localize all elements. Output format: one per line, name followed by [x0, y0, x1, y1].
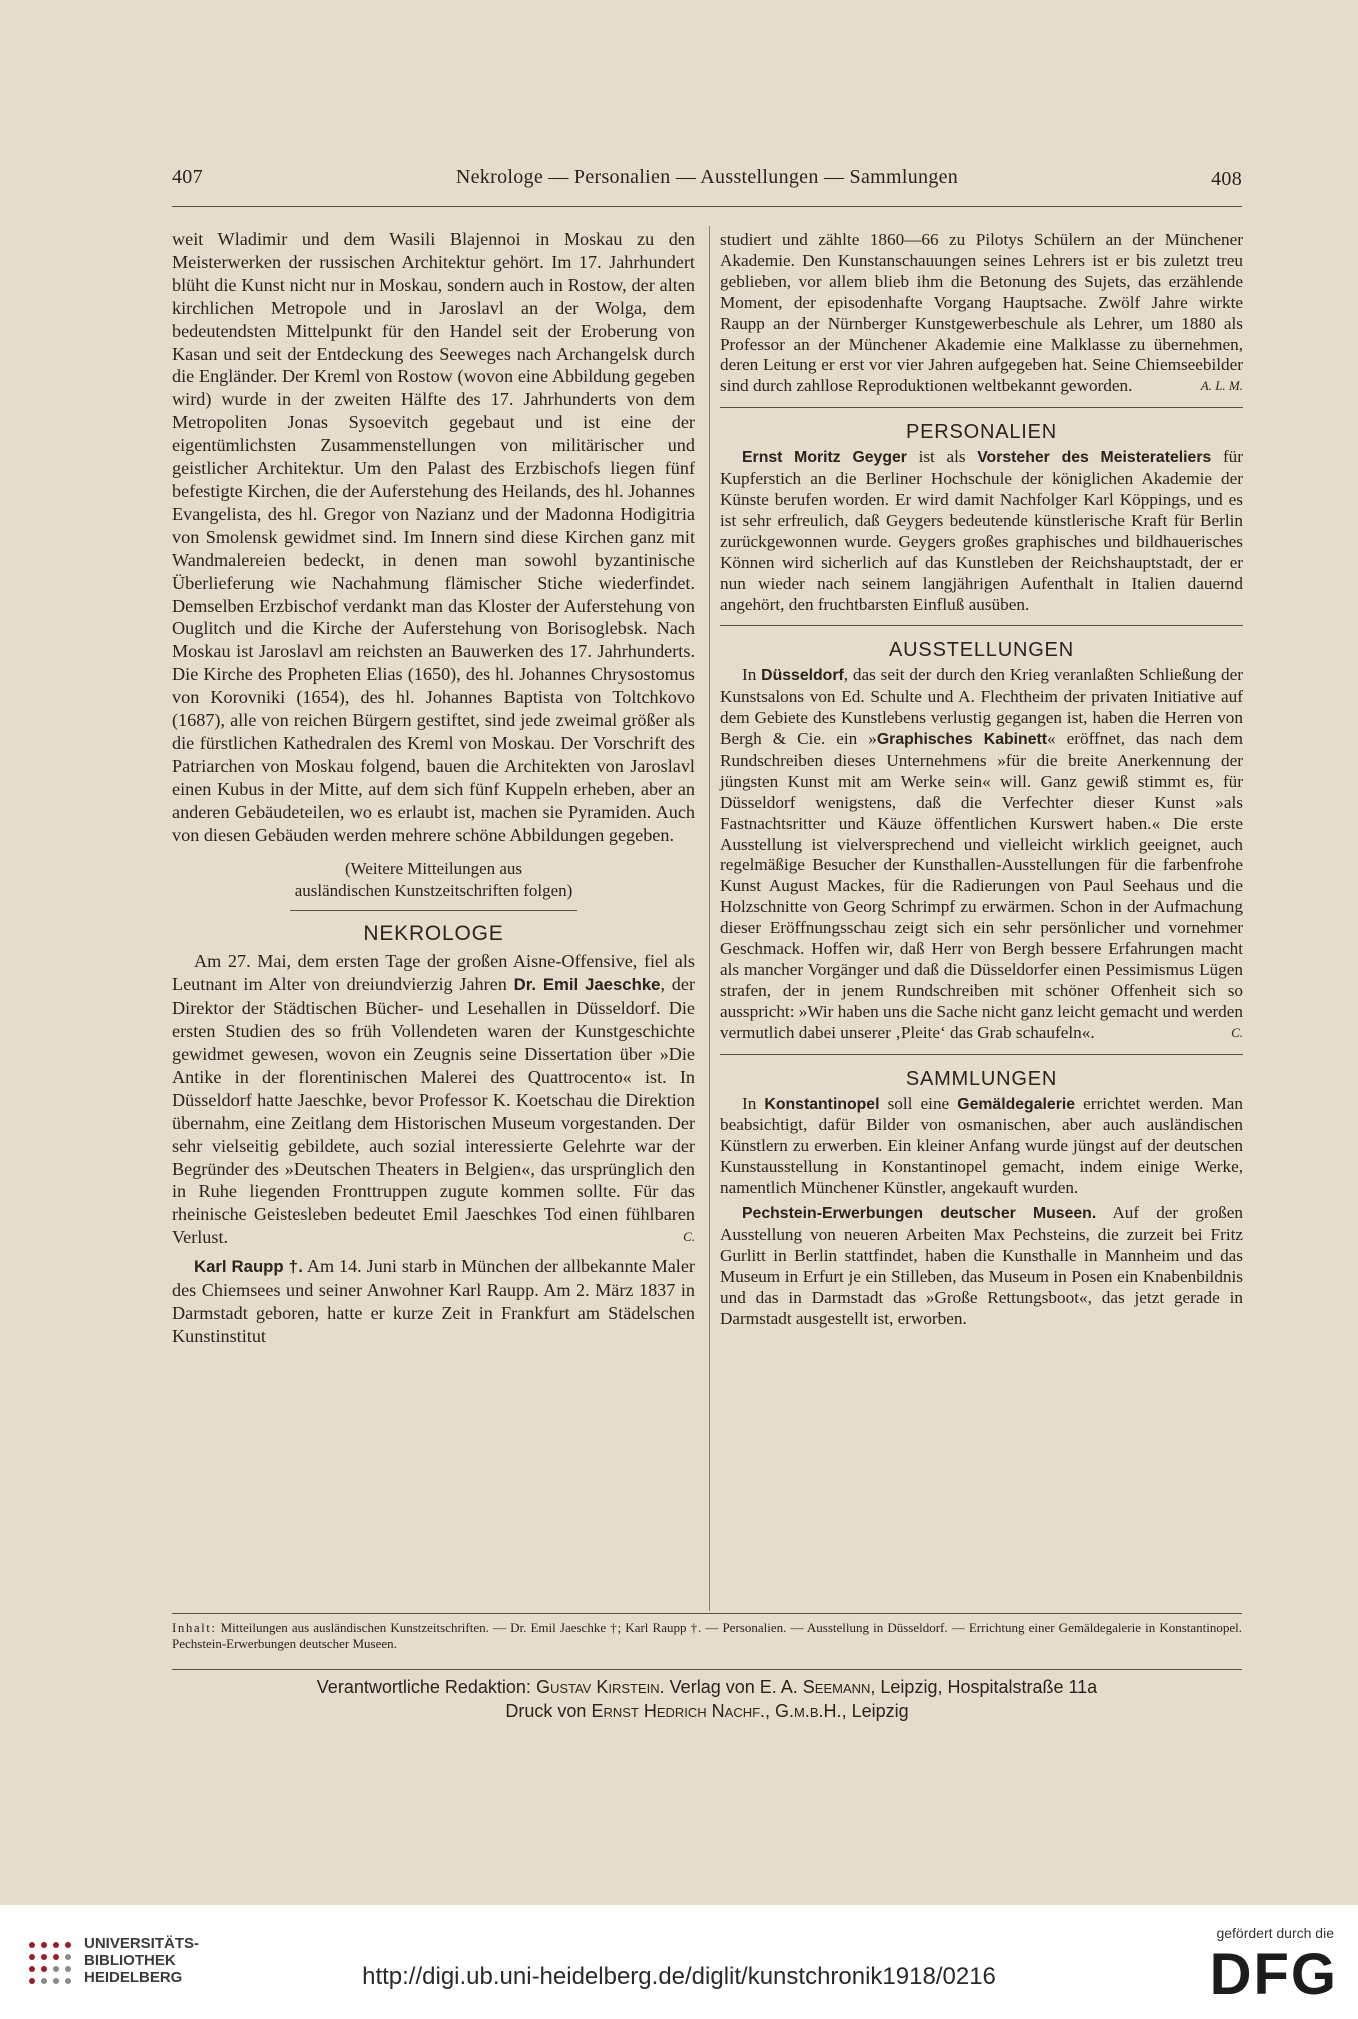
page-number-right: 408: [1211, 168, 1242, 190]
konstantinopel-mid: soll eine: [879, 1093, 958, 1113]
imprint: [172, 1675, 1242, 1723]
jaeschke-intro: Am 27. Mai, dem ersten Tage der großen Aisne-Offensive, fiel als Leutnant im Alter von dreiundvierzig Jahren: [172, 951, 695, 995]
header-rule: [172, 206, 1242, 207]
duesseldorf-body-1: , das seit der durch den Krieg veranlaßten Schließung der Kunstsalons von Ed. Schulte und A. Flechtheim der privaten Initiative auf dem Gebiete des Kunstlebens verlustig gegangen ist, haben die Herren von Bergh & Cie. ein »: [720, 665, 1243, 749]
personalien-heading: PERSONALIEN: [905, 421, 1058, 444]
inhalt-label: Inhalt:: [172, 1620, 217, 1635]
redaktion-name: Gustav Kirstein.: [535, 1677, 665, 1697]
verlag-label: Verlag von: [669, 1677, 755, 1697]
inhalt-rule: [172, 1613, 1242, 1614]
section-rule: [720, 1054, 1243, 1055]
jaeschke-signature: C.: [683, 1229, 695, 1245]
left-column: [172, 228, 695, 1348]
redaktion-label: Verantwortliche Redaktion:: [316, 1677, 531, 1697]
gemaeldegalerie: Gemäldegalerie: [957, 1095, 1076, 1113]
russian-architecture-text: weit Wladimir und dem Wasili Blajennoi in Moskau zu den Meisterwerken der russischen Architektur gehört. Im 17. Jahrhundert blüht die Kunst nicht nur in Moskau, sondern auch in Rostow, der alten kirchlichen Metropole und in Jaroslavl an der Wolga, dem bedeutendsten Mittelpunkt für den Handel seit der Eroberung von Kasan und seit der Entdeckung des Seeweges nach Archangelsk durch die Engländer. Der Kreml von Rostow (wovon eine Abbildung gegeben wird) wurde in der zweiten Hälfte des 17. Jahrhunderts von dem Metropoliten Jonas Sysoevitch gegebaut und ist eine der eigentümlichsten Zusammenstellungen von militärischer und geistlicher Architektur. Um den Palast des Erzbischofs liegen fünf befestigte Kirchen, die der Auferstehung des Heilands, des hl. Johannes Evangelista, des hl. Gregor von Nazianz und der Madonna Hodigitria von Smolensk gewidmet sind. Im Innern sind diese Kirchen ganz mit Wandmalereien bedeckt, in denen man sowohl byzantinische Überlieferung wie Nachahmung flämischer Stiche wiederfindet. Demselben Erzbischof verdankt man das Kloster der Auferstehung von Ouglitch und die Kirche der Auferstehung von Borisoglebsk. Nach Moskau ist Jaroslavl am reichsten an Bauwerken des 17. Jahrhunderts. Die Kirche des Propheten Elias (1650), des hl. Johannes Chrysostomus von Korovniki (1654), des hl. Johannes Baptista von Toltchkovo (1687), alle von reichen Bürgern gestiftet, sind jede zweimal größer als die fürstlichen Kathedralen des Kreml von Moskau. Der Vorschrift des Patriarchen von Moskau folgend, bauen die Architekten von Jaroslavl einen Kubus in der Mitte, auf dem sich fünf Kuppeln erheben, aber an anderen Gebäudeteilen, wo es erlaubt ist, machen sie Pyramiden. Auch von diesen Gebäuden werden mehrere schöne Abbildungen gegeben.: [172, 229, 695, 845]
konstantinopel-body: errichtet werden. Man beabsichtigt, dafür Bilder von osmanischen, aber auch ausländischen Künstlern zu erwerben. Ein kleiner Anfang wurde jüngst auf der deutschen Kunstausstellung in Konstantinopel gemacht, indem einige Werke, namentlich Münchener Künstler, angekauft wurden.: [720, 1093, 1243, 1198]
verlag-place: , Leipzig, Hospitalstraße 11a: [870, 1677, 1098, 1697]
geyger-mid: ist als: [906, 447, 978, 467]
continuation-note: [172, 858, 695, 902]
imprint-line-1: [172, 1675, 1242, 1699]
duesseldorf-signature: C.: [1231, 1024, 1243, 1040]
konstantinopel-city: Konstantinopel: [764, 1095, 880, 1113]
digitization-footer: [0, 1905, 1358, 2019]
column-divider: [709, 226, 710, 1611]
nekrologe-heading: NEKROLOGE: [363, 922, 504, 946]
imprint-rule: [172, 1669, 1242, 1670]
graphisches-kabinett: Graphisches Kabinett: [876, 731, 1048, 749]
raupp-signature: A. L. M.: [1200, 378, 1243, 394]
page-number-left: 407: [172, 166, 203, 188]
running-header: [172, 166, 1242, 196]
konstantinopel-notice: [720, 1094, 1243, 1200]
duesseldorf-city: Düsseldorf: [761, 667, 844, 685]
geyger-name: Ernst Moritz Geyger: [742, 449, 907, 467]
raupp-name: Karl Raupp †.: [194, 1257, 303, 1277]
permalink-url[interactable]: http://digi.ub.uni-heidelberg.de/diglit/kunstchronik1918/0216: [362, 1963, 996, 1990]
section-rule: [720, 407, 1243, 408]
raupp-body: Am 14. Juni starb in München der allbekannte Maler des Chiemsees und seiner Anwohner Karl Raupp. Am 2. März 1837 in Darmstadt geboren, hatte er kurze Zeit in Frankfurt am Städelschen Kunstinstitut: [172, 1256, 695, 1346]
pechstein-notice: [720, 1203, 1243, 1329]
geyger-body: für Kupferstich an die Berliner Hochschule der königlichen Akademie der Künste berufen worden. Er wird damit Nachfolger Karl Köppings, und es ist sehr erfreulich, daß Geygers bedeutende künstlerische Kraft für Berlin zurückgewonnen wurde. Geygers großes graphisches und bildhauerisches Können wird sicherlich auf das Kunstleben der Reichshauptstadt, der er nun wieder nach seinem langjährigen Aufenthalt in Italien dauernd angehört, den fruchtbarsten Einfluß ausüben.: [720, 447, 1243, 614]
jaeschke-body: , der Direktor der Städtischen Bücher- und Lesehallen in Düsseldorf. Die ersten Studien des so früh Vollendeten waren der Kunstgeschichte gewidmet gewesen, wovon ein Zeugnis seine Dissertation über »Die Antike in der florentinischen Malerei des Quattrocento« ist. In Düsseldorf hatte Jaeschke, bevor Professor K. Koetschau die Direktion übernahm, eine Zeitlang dem Historischen Museum vorgestanden. Der sehr vielseitig gebildete, auch sozial interessierte Gelehrte war der Begründer des »Deutschen Theaters in Belgien«, das ursprünglich den in Ruhe liegenden Fronttruppen zugute kommen sollte. Für das rheinische Geistesleben bedeutet Emil Jaeschkes Tod einen fühlbaren Verlust.: [172, 974, 695, 1248]
library-name-line-3: HEIDELBERG: [84, 1969, 183, 1986]
right-column: [720, 230, 1243, 1330]
jaeschke-name: Dr. Emil Jaeschke: [513, 975, 661, 995]
funded-by-label: gefördert durch die: [1216, 1925, 1334, 1941]
raupp-continuation: [720, 230, 1243, 397]
raupp-continuation-text: studiert und zählte 1860—66 zu Pilotys Schülern an der Münchener Akademie. Den Kunstanschauungen seines Lehrers ist er bis zuletzt treu geblieben, vor allem blieb ihm die Betonung des Sujets, das erzählende Moment, der episodenhafte Vorgang Hauptsache. Zwölf Jahre wirkte Raupp an der Nürnberger Kunstgewerbeschule als Lehrer, um 1880 als Professor an der Münchener Akademie eine Malklasse zu übernehmen, deren Leitung er erst vor vier Jahren aufgegeben hat. Seine Chiemseebilder sind durch zahllose Reproduktionen weltbekannt geworden.: [720, 230, 1243, 396]
dfg-logo: DFG: [1209, 1942, 1338, 2007]
duesseldorf-pre: In: [742, 665, 762, 685]
geyger-notice: [720, 447, 1243, 615]
inhalt-text: Mitteilungen aus ausländischen Kunstzeitschriften. — Dr. Emil Jaeschke †; Karl Raupp †. — Personalien. — Ausstellung in Düsseldorf. — Errichtung einer Gemäldegalerie in Konstantinopel. Pechstein-Erwerbungen deutscher Museen.: [172, 1620, 1243, 1651]
sammlungen-heading: SAMMLUNGEN: [905, 1067, 1058, 1090]
druck-label: Druck von: [505, 1701, 587, 1721]
continuation-note-line-2: ausländischen Kunstzeitschriften folgen): [294, 881, 573, 901]
verlag-name: E. A. Seemann: [759, 1677, 871, 1697]
library-name-line-1: UNIVERSITÄTS-: [84, 1935, 200, 1952]
pechstein-body: Auf der großen Ausstellung von neueren Arbeiten Max Pechsteins, die zurzeit bei Fritz Gurlitt in Berlin stattfindet, haben die Kunsthalle in Mannheim und das Museum in Erfurt je ein Stilleben, das Museum in Posen ein Knabenbildnis und das in Darmstadt das »Große Rettungsboot«, das jetzt gerade in Darmstadt ausgestellt ist, erworben.: [720, 1203, 1243, 1328]
druck-name: Ernst Hedrich Nachf., G.m.b.H.: [591, 1701, 842, 1721]
section-rule: [290, 910, 578, 911]
raupp-obituary: [172, 1255, 695, 1348]
continuation-note-line-1: (Weitere Mitteilungen aus: [344, 859, 523, 879]
pechstein-heading: Pechstein-Erwerbungen deutscher Museen.: [742, 1205, 1097, 1223]
running-title: Nekrologe — Personalien — Ausstellungen — Sammlungen: [455, 166, 959, 188]
konstantinopel-pre: In: [742, 1093, 765, 1113]
duesseldorf-notice: [720, 665, 1243, 1043]
ausstellungen-heading: AUSSTELLUNGEN: [889, 639, 1074, 662]
table-of-contents: [172, 1620, 1242, 1652]
geyger-title: Vorsteher des Meisterateliers: [977, 449, 1212, 467]
section-rule: [720, 625, 1243, 626]
imprint-line-2: [172, 1699, 1242, 1723]
druck-place: , Leipzig: [841, 1701, 909, 1721]
library-name-line-2: BIBLIOTHEK: [84, 1952, 176, 1969]
jaeschke-obituary: [172, 950, 695, 1249]
duesseldorf-body-2: « eröffnet, das nach dem Rundschreiben dieses Unternehmens »für die breite Anerkennung der jüngsten Kunst mit am Werke sein« will. Ganz gewiß stimmt es, für Düsseldorf wenigstens, daß die Verfechter dieser Kunst »als Fastnachtsritter und Käuze öffentlichen Kurswert haben.« Die erste Ausstellung ist vielversprechend und vielleicht wirklich geeignet, auch regelmäßige Besucher der Kunsthallen-Ausstellungen für die farbenfrohe Kunst August Mackes, für die Radierungen von Paul Seehaus und die Holzschnitte von Georg Schrimpf zu erwärmen. Schon in der Aufmachung dieser Eröffnungsschau zeigt sich ein sehr persönlicher und vornehmer Geschmack. Hoffen wir, daß Herr von Bergh bessere Erfahrungen macht als mancher Vorgänger und daß die Düsseldorfer einen Pessimismus Lügen strafen, der in jenem Rundschreiben mit schöner Offenheit sich so ausspricht: »Wir haben uns die Sache nicht ganz leicht gemacht und werden vermutlich dabei unserer ‚Pleite‘ das Grab schaufeln«.: [720, 729, 1243, 1042]
